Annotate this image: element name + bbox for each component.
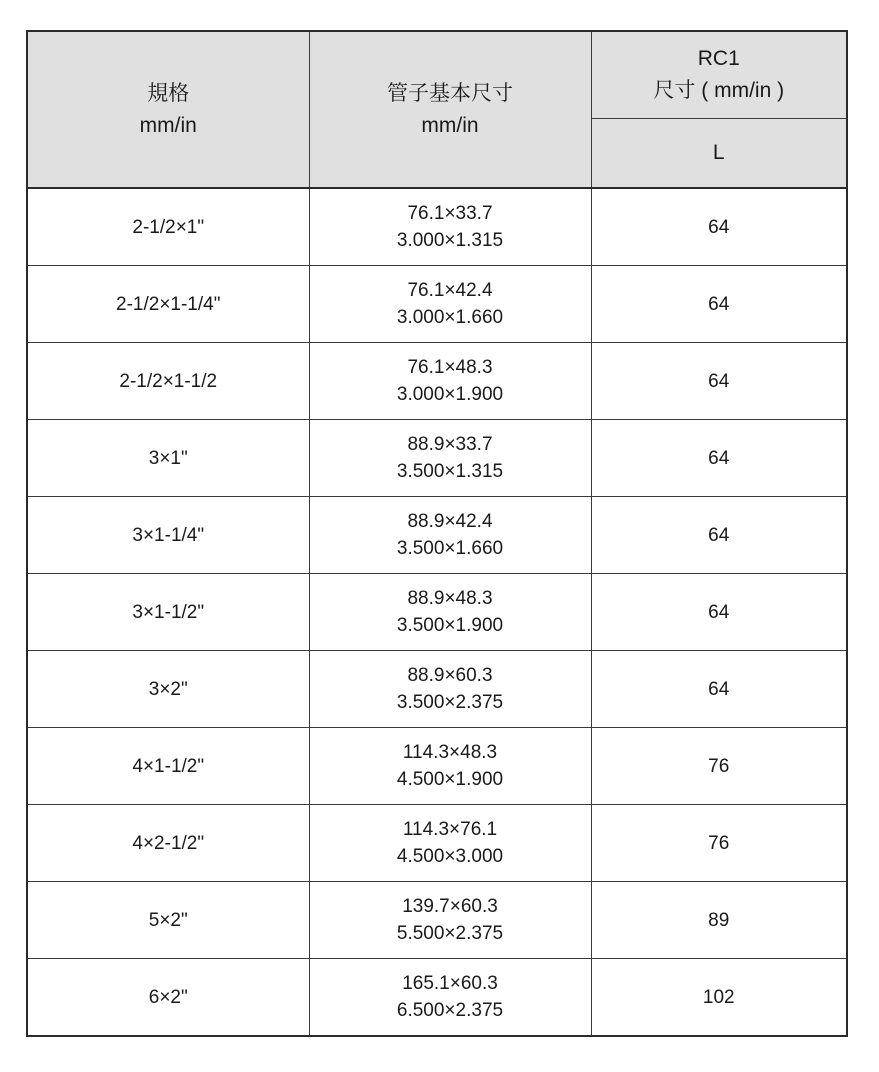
cell-pipe-size xyxy=(309,651,591,728)
cell-pipe-in: 3.000×1.900 xyxy=(396,384,504,405)
cell-pipe-size xyxy=(309,574,591,651)
cell-pipe-mm: 139.7×60.3 xyxy=(402,896,498,917)
cell-pipe-in: 3.000×1.315 xyxy=(396,230,504,251)
cell-pipe-size xyxy=(309,882,591,959)
header-rc1-title: RC1 xyxy=(697,47,740,70)
table-row xyxy=(27,651,847,728)
cell-pipe-mm: 76.1×42.4 xyxy=(407,280,493,301)
cell-pipe-size xyxy=(309,728,591,805)
spec-table xyxy=(26,30,848,1037)
cell-pipe-mm: 88.9×42.4 xyxy=(407,511,493,532)
header-pipe-unit: mm/in xyxy=(421,113,479,137)
cell-pipe-mm: 114.3×48.3 xyxy=(402,742,498,763)
cell-pipe-in: 4.500×3.000 xyxy=(396,846,504,867)
cell-l: 64 xyxy=(591,266,847,343)
table-row xyxy=(27,343,847,420)
cell-pipe-size xyxy=(309,497,591,574)
cell-l: 64 xyxy=(591,497,847,574)
cell-pipe-mm: 76.1×48.3 xyxy=(407,357,493,378)
table-row xyxy=(27,959,847,1037)
table-row xyxy=(27,805,847,882)
cell-pipe-size xyxy=(309,266,591,343)
cell-l: 64 xyxy=(591,574,847,651)
header-pipe-title: 管子基本尺寸 xyxy=(387,81,513,105)
header-rc1-subtitle: 尺寸 ( mm/in ) xyxy=(653,79,785,102)
cell-pipe-in: 5.500×2.375 xyxy=(396,923,504,944)
cell-l: 64 xyxy=(591,420,847,497)
cell-pipe-in: 3.500×1.900 xyxy=(396,615,504,636)
cell-spec: 3×1-1/4" xyxy=(27,497,309,574)
cell-pipe-size xyxy=(309,343,591,420)
cell-pipe-size xyxy=(309,805,591,882)
cell-pipe-in: 6.500×2.375 xyxy=(396,1000,504,1021)
cell-l: 64 xyxy=(591,188,847,266)
table-body xyxy=(27,188,847,1036)
table-row xyxy=(27,266,847,343)
cell-l: 102 xyxy=(591,959,847,1037)
cell-pipe-size xyxy=(309,959,591,1037)
cell-pipe-mm: 114.3×76.1 xyxy=(402,819,498,840)
cell-spec: 5×2" xyxy=(27,882,309,959)
header-rc1 xyxy=(591,31,847,119)
header-spec xyxy=(27,31,309,188)
cell-l: 64 xyxy=(591,651,847,728)
table-row xyxy=(27,497,847,574)
header-pipe xyxy=(309,31,591,188)
cell-pipe-mm: 88.9×60.3 xyxy=(407,665,493,686)
cell-pipe-size xyxy=(309,188,591,266)
table-row xyxy=(27,420,847,497)
cell-l: 76 xyxy=(591,728,847,805)
cell-spec: 4×2-1/2" xyxy=(27,805,309,882)
cell-l: 76 xyxy=(591,805,847,882)
cell-pipe-in: 4.500×1.900 xyxy=(396,769,504,790)
cell-pipe-mm: 165.1×60.3 xyxy=(402,973,498,994)
cell-pipe-size xyxy=(309,420,591,497)
table-row xyxy=(27,882,847,959)
table-header xyxy=(27,31,847,188)
header-spec-title: 規格 xyxy=(147,81,190,105)
cell-pipe-mm: 88.9×48.3 xyxy=(407,588,493,609)
cell-l: 64 xyxy=(591,343,847,420)
header-spec-unit: mm/in xyxy=(139,113,197,137)
cell-spec: 3×1" xyxy=(27,420,309,497)
table-row xyxy=(27,188,847,266)
table-row xyxy=(27,574,847,651)
cell-spec: 3×2" xyxy=(27,651,309,728)
cell-pipe-mm: 76.1×33.7 xyxy=(407,203,493,224)
cell-spec: 2-1/2×1-1/4" xyxy=(27,266,309,343)
cell-pipe-in: 3.000×1.660 xyxy=(396,307,504,328)
cell-pipe-mm: 88.9×33.7 xyxy=(407,434,493,455)
cell-pipe-in: 3.500×1.660 xyxy=(396,538,504,559)
cell-spec: 3×1-1/2" xyxy=(27,574,309,651)
cell-l: 89 xyxy=(591,882,847,959)
cell-spec: 2-1/2×1" xyxy=(27,188,309,266)
cell-pipe-in: 3.500×2.375 xyxy=(396,692,504,713)
cell-pipe-in: 3.500×1.315 xyxy=(396,461,504,482)
table-row xyxy=(27,728,847,805)
cell-spec: 6×2" xyxy=(27,959,309,1037)
cell-spec: 2-1/2×1-1/2 xyxy=(27,343,309,420)
header-l: L xyxy=(591,119,847,189)
cell-spec: 4×1-1/2" xyxy=(27,728,309,805)
